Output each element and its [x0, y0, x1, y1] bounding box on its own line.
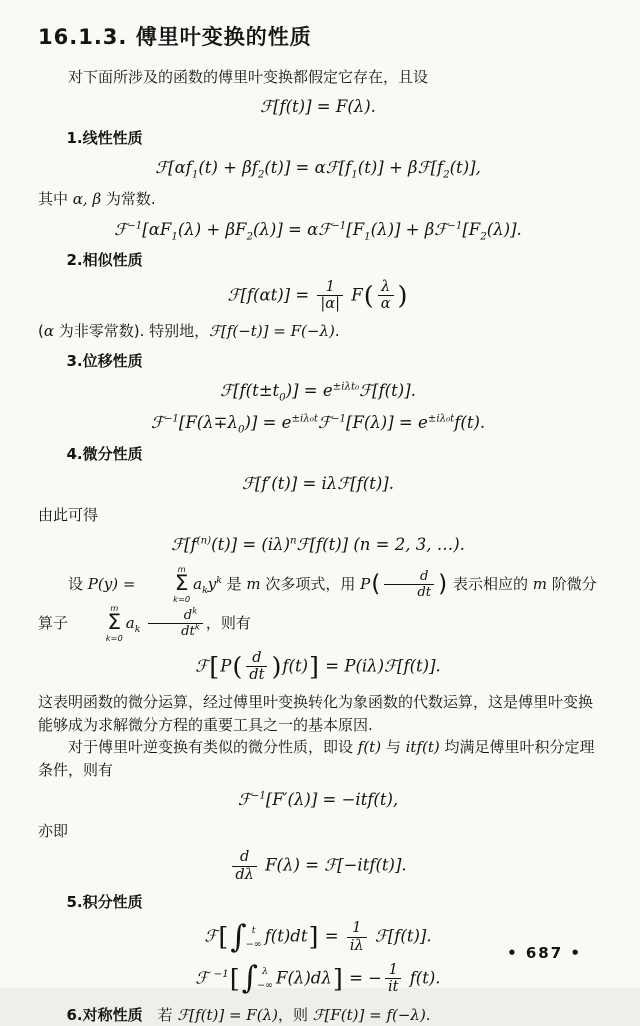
formula-linearity-inverse: $ℱ^{-1}[\alpha F_1(\lambda) + \beta F_2(\lambda)]$ = $\alpha ℱ^{-1}[F_1(\lambda)]$ + $\beta ℱ^{-1}[F_2(\lambda)]$.	[114, 219, 522, 242]
page-number: • 687 •	[507, 943, 582, 962]
section-title: 16.1.3. 傅里叶变换的性质	[38, 25, 312, 49]
constants-note: 其中 α, β 为常数.	[38, 190, 156, 208]
intro-paragraph: 对下面所涉及的函数的傅里叶变换都假定它存在，且设	[68, 67, 429, 86]
namely-text: 亦即	[38, 821, 69, 840]
prop-title-linearity: 1.线性性质	[66, 128, 143, 147]
prop-title-similarity: 2.相似性质	[66, 251, 143, 270]
formula-operator: ℱ[P( $\frac{d}{dt}$ )f(t)] = P(iλ)ℱ[f(t)].	[195, 649, 441, 684]
formula-definition: ℱ[f(t)] = F(λ).	[260, 97, 376, 116]
similarity-note: (α 为非零常数). 特别地，ℱ[f(−t)] = F(−λ).	[38, 322, 340, 341]
formula-derivative-1: ℱ[f′(t)] = iλℱ[f(t)].	[242, 474, 394, 494]
inverse-paragraph: 对于傅里叶逆变换有类似的微分性质，即设 f(t) 与 itf(t) 均满足傅里叶积分定理条件，则有	[38, 738, 595, 779]
formula-derivative-lambda: $\frac{d}{d\lambda}$ F(λ) = ℱ[−itf(t)].	[38, 849, 598, 883]
prop-title-shift: 3.位移性质	[66, 351, 143, 370]
prop-title-derivative: 4.微分性质	[66, 444, 143, 463]
formula-derivative-n: $ℱ[f^{(n)}(t)]$ = $(i\lambda)^nℱ[f(t)] (n = 2$, 3, …).	[171, 535, 465, 555]
algebra-paragraph: 这表明函数的微分运算，经过傅里叶变换转化为象函数的代数运算，这是傅里叶变换能够成为求解微分方程的重要工具之一的基本原因.	[38, 693, 594, 734]
formula-inverse-derivative: ℱ$^{-1}$[F′(λ)] = −itf(t),	[237, 790, 399, 810]
formula-shift-2: $ℱ^{-1}[F(\lambda\mp\lambda_0)]$ = $e^{\pm i\lambda_0t}ℱ^{-1}[F(\lambda)] = e^{\pm i\lambda_0t}f(t)$.	[150, 412, 486, 436]
formula-integral-1: ℱ[ ∫ t −∞ f(t)dt] = $\frac{1}{i\lambda}$ ℱ[f(t)].	[204, 919, 432, 956]
formula-linearity: $ℱ[\alpha f_1(t) + \beta f_2(t)]$ = $\alpha ℱ[f_1(t)]$ + $\beta ℱ[f_2(t)]$,	[155, 158, 481, 181]
symmetry-line: 6.对称性质 若 ℱ[f(t)] = F(λ)，则 ℱ[F(t)] = f(−λ).	[66, 1005, 431, 1024]
polynomial-paragraph: 设 P(y) = m Σ k=0 $a_ky^k$ 是 m 次多项式，用 P( $\frac{d}{dt}$ ) 表示相应的 m 阶微分算子 m Σ k=0 $a_k$ $\frac{d^k}{dt^k}$ ，则有	[38, 564, 597, 643]
derive-text: 由此可得	[38, 505, 99, 524]
formula-similarity: ℱ[f(αt)] = $\frac{1}{|\alpha|}$ F( $\frac{\lambda}{\alpha}$ )	[227, 278, 408, 313]
formula-integral-2: ℱ $^{-1}$[ ∫ λ −∞ F(λ)dλ] = − $\frac{1}{it}$ f(t).	[195, 960, 441, 997]
formula-shift-1: $ℱ[f(t\pm t_0)]$ = $e^{\pm i\lambda t_0}ℱ[f(t)]$.	[220, 381, 416, 404]
prop-title-integral: 5.积分性质	[66, 892, 143, 911]
